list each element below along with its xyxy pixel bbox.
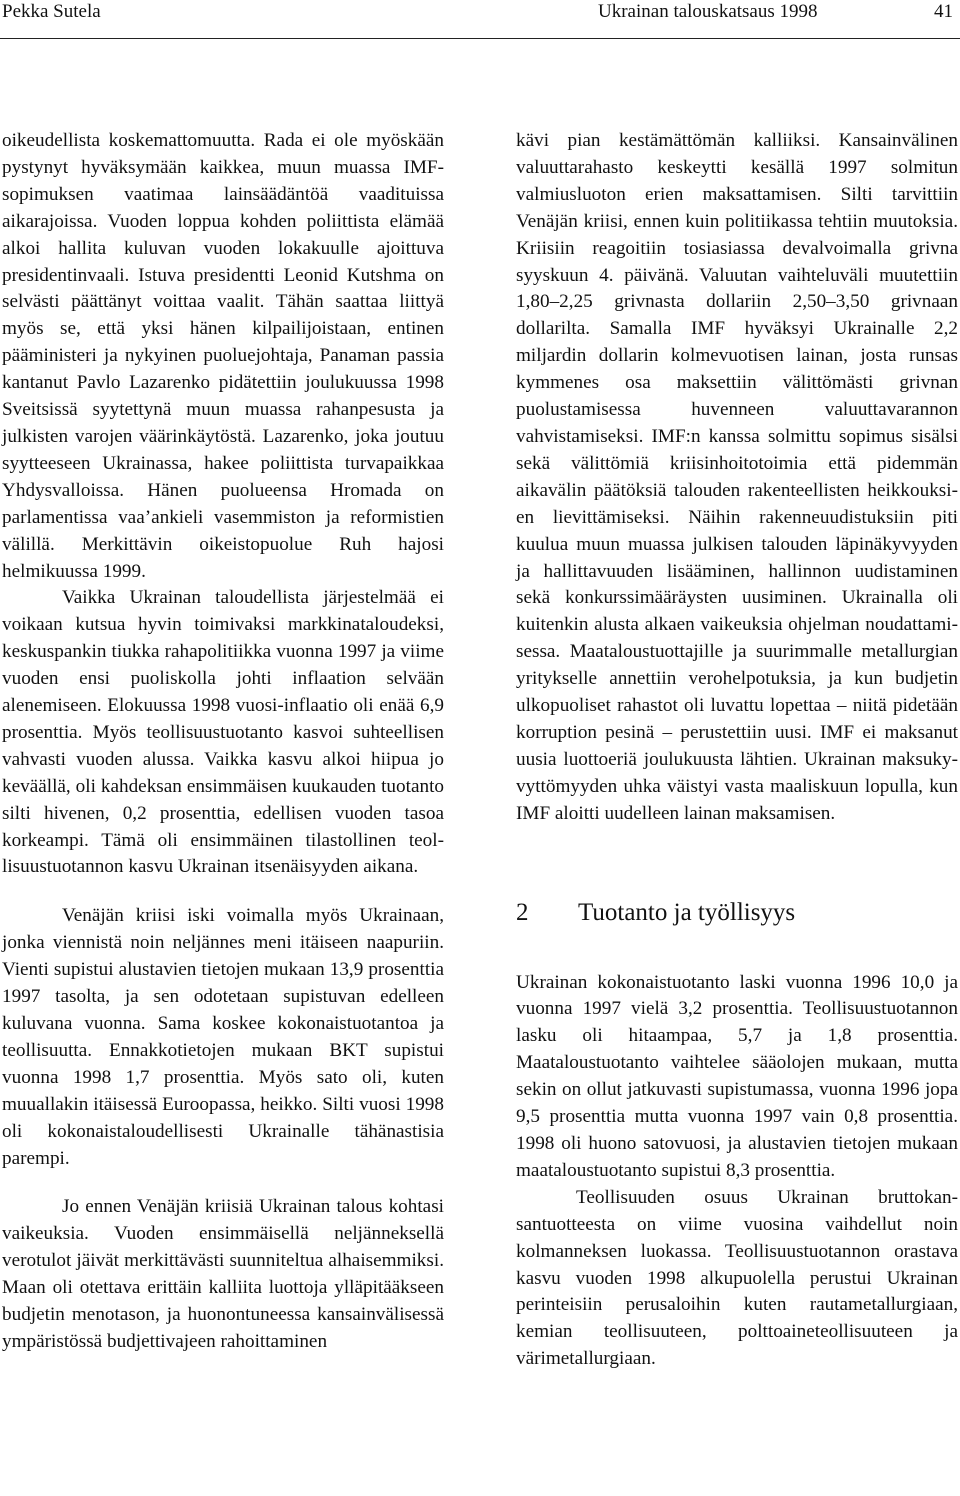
- paragraph: Venäjän kriisi iski voimalla myös Ukrainaan, jonka viennistä noin neljännes meni itäiseen naapuriin. Vienti supistui alustavien tietojen mukaan 13,9 prosenttia 1997 tasolta, ja sen odotetaan supistuvan edelleen kuluvana vuonna. Sama koskee kokonaistuotantoa ja teollisuutta. Ennakkotietojen mukaan BKT supistui vuonna 1998 1,7 prosenttia. Myös sato oli, kuten muuallakin itäisessä Euroopassa, heikko. Silti vuosi 1998 oli kokonaistaloudellisesti Ukrainalle tähänastisia parempi.: [2, 905, 444, 1169]
- page-number: 41: [934, 1, 953, 22]
- left-column: [2, 128, 444, 1356]
- paragraph: kävi pian kestämättömän kalliiksi. Kansainvälinen valuuttarahasto keskeytti kesällä 1997 solmitun valmiusluoton erien maksattamisen. Silti tarvittiin Venäjän kriisi, ennen kuin politiikassa tehtiin muutoksia. Kriisiin reagoitiin tosiasiassa devalvoimalla grivna syyskuun 4. päivänä. Valuutan vaihteluväli muutettiin 1,80–2,25 grivnasta dollariin 2,50–3,50 grivnaan dollarilta. Samalla IMF hyväksyi Ukrainalle 2,2 miljardin dollarin kolmevuotisen lainan, josta runsas kymmenes osa maksettiin välittömästi grivnan puolustamisessa huvenneen valuuttavarannon vahvistamiseksi. IMF:n kanssa solmittu sopimus sisälsi sekä välittömiä kriisinhoitotoimia että pidemmän aikavälin päätöksiä talouden rakenteellisten heikkouksien lievittämiseksi. Näihin rakenneuudistuksiin piti kuulua muun muassa julkisen talouden läpinäkyvyyden ja hallittavuuden lisääminen, hallinnon uudistaminen sekä konkurssimääräysten uusiminen. Ukrainalla oli kuitenkin alusta alkaen vaikeuksia ohjelman noudattamisessa. Maataloustuottajille ja suurimmalle metallurgian yritykselle annettiin verohelpotuksia, ja kun budjetin ulkopuoliset rahastot oli luvattu lopettaa – niitä pidetään korruption pesinä – perustettiin uusi. IMF ei maksanut uusia luottoeriä joulukuusta lähtien. Ukrainan maksukyvyttömyyden uhka väistyi vasta maaliskuun lopulla, kun IMF aloitti uudelleen lainan maksamisen.: [516, 130, 958, 824]
- header-rule: [0, 38, 960, 39]
- paragraph: Ukrainan kokonaistuotanto laski vuonna 1996 10,0 ja vuonna 1997 vielä 3,2 prosenttia. Teollisuustuotannon lasku oli hitaampaa, 5,7 ja 1,8 prosenttia. Maataloustuotanto vaihtelee sääolojen mukaan, mutta sekin on ollut jatkuvasti supistumassa, vuonna 1996 jopa 9,5 prosenttia mutta vuonna 1997 vain 0,8 prosenttia. 1998 oli huono satovuosi, ja alustavien tietojen mukaan maataloustuotanto supistui 8,3 prosenttia.: [516, 971, 958, 1181]
- paragraph: Jo ennen Venäjän kriisiä Ukrainan talous kohtasi vaikeuksia. Vuoden ensimmäisellä neljänneksellä verotulot jäivät merkittävästi suunniteltua alhaisemmiksi. Maan oli otettava erittäin kalliita luottoja ylläpitääkseen budjetin menotason, ja huonontuneessa kansainvälisessä ympäristössä budjettivajeen rahoittaminen: [2, 1196, 444, 1352]
- paragraph: oikeudellista koskemattomuutta. Rada ei ole myöskään pystynyt hyväksymään kaikkea, muun muassa IMF-sopimuksen vaatimaa lainsäädäntöä vaadituissa aikarajoissa. Vuoden loppua kohden poliittista elämää alkoi hallita kuluvan vuoden lokakuulle ajoittuva presidentinvaali. Istuva presidentti Leonid Kutshma on selvästi päättänyt voittaa vaalit. Tähän saattaa liittyä myös se, että yksi hänen kilpailijoistaan, entinen pääministeri ja nykyinen puoluejohtaja, Panaman passia kantanut Pavlo Lazarenko pidätettiin joulukuussa 1998 Sveitsissä syytettynä muun muassa rahanpesusta ja julkisten varojen väärinkäytöstä. Lazarenko, joka joutuu syytteeseen Ukrainassa, hakee poliittista turvapaikkaa Yhdysvalloissa. Hänen puolueensa Hromada on parlamentissa vaa’ankieli vasemmiston ja reformistien välillä. Merkittävin oikeistopuolue Ruh hajosi helmikuussa 1999.: [2, 130, 444, 582]
- section-title: Tuotanto ja työllisyys: [578, 898, 796, 926]
- right-column: [516, 128, 958, 1373]
- header-title: Ukrainan talouskatsaus 1998: [598, 1, 818, 22]
- section-heading: [516, 898, 958, 928]
- section-number: 2: [516, 898, 529, 926]
- paragraph: Vaikka Ukrainan taloudellista järjestelmää ei voikaan kutsua hyvin toimivaksi markkinataloudeksi, keskuspankin tiukka rahapolitiikka vuonna 1997 ja viime vuoden ensi puoliskolla johti inflaation selvään alenemiseen. Elokuussa 1998 vuosi-inflaatio oli enää 6,9 prosenttia. Myös teollisuustuotanto kasvoi suhteellisen vahvasti vuoden alussa. Vaikka kasvu alkoi hiipua jo keväällä, oli kahdeksan ensimmäisen kuukauden tuotanto silti hivenen, 0,2 prosenttia, edellisen vuoden tasoa korkeampi. Tämä oli ensimmäinen tilastollinen teollisuustuotannon kasvu Ukrainan itsenäisyyden aikana.: [2, 587, 444, 878]
- running-header: [0, 0, 960, 24]
- header-author: Pekka Sutela: [2, 1, 101, 22]
- paragraph: Teollisuuden osuus Ukrainan bruttokansantuotteesta on viime vuosina vaihdellut noin kolmanneksen luokassa. Teollisuustuotannon orastava kasvu vuoden 1998 alkupuolella perustui Ukrainan perinteisiin perusaloihin kuten rautametallurgiaan, kemian teollisuuteen, polttoaineteollisuuteen ja värimetallurgiaan.: [516, 1186, 958, 1370]
